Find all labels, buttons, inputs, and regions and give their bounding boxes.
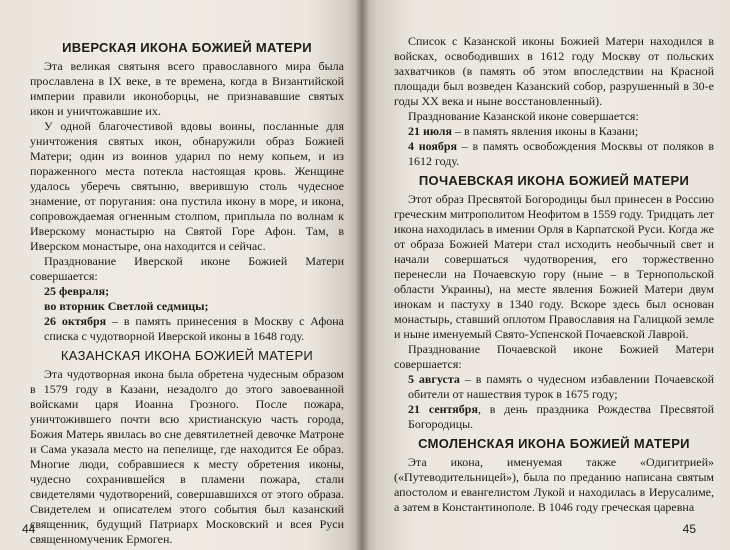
section-heading-smolenskaya: СМОЛЕНСКАЯ ИКОНА БОЖИЕЙ МАТЕРИ xyxy=(418,436,690,451)
section-heading-iverskaya: ИВЕРСКАЯ ИКОНА БОЖИЕЙ МАТЕРИ xyxy=(62,40,312,55)
page-number: 44 xyxy=(22,522,36,536)
feast-date-bold: во вторник Светлой седмицы; xyxy=(44,299,209,313)
feast-date-text: – в память явления иконы в Казани; xyxy=(452,124,639,138)
section-heading-pochaevskaya: ПОЧАЕВСКАЯ ИКОНА БОЖИЕЙ МАТЕРИ xyxy=(418,173,690,188)
paragraph: Эта великая святыня всего православного мира была прославлена в IX веке, в те времена, когда в Византийской империи правили иконоборцы, не признававшие святых икон и уничтожавшие их. xyxy=(30,59,344,118)
feast-date-bold: 5 августа xyxy=(408,372,460,386)
feast-date-bold: 26 октября xyxy=(44,314,107,328)
feast-date xyxy=(408,124,714,139)
feast-date xyxy=(44,284,344,299)
left-page xyxy=(0,0,362,550)
feast-date-bold: 21 июля xyxy=(408,124,453,138)
feast-date-text: – в память о чудесном избавлении Почаевской обители от нашествия турок в 1675 году; xyxy=(408,372,714,401)
book-gutter xyxy=(355,0,369,550)
feast-date xyxy=(408,372,714,402)
feast-date-text: , в день праздника Рождества Пресвятой Богородицы. xyxy=(408,402,715,431)
feast-date-bold: 4 ноября xyxy=(408,139,458,153)
paragraph: Эта икона, именуемая также «Одигитрией» («Путеводительницей»), была по преданию написана святым апостолом и евангелистом Лукой и находилась в Иерусалиме, а затем в Константинополе. В 1046 году греческая царевна xyxy=(394,455,714,514)
feast-date xyxy=(44,299,344,314)
paragraph: Празднование Иверской иконе Божией Матери совершается: xyxy=(30,254,344,283)
feast-date-text: – в память освобождения Москвы от поляков в 1612 году. xyxy=(408,139,715,168)
section-heading-kazanskaya: КАЗАНСКАЯ ИКОНА БОЖИЕЙ МАТЕРИ xyxy=(60,348,314,363)
feast-date xyxy=(44,314,344,344)
paragraph: Эта чудотворная икона была обретена чудесным образом в 1579 году в Казани, незадолго до этого завоеванной войсками царя Иоанна Грозного. После пожара, уничтожившего почти всю христианскую часть города, Божия Матерь явилась во сне девятилетней девочке Матроне и Сама указала место на пепелище, где находится Ее образ. Многие люди, собравшиеся к месту обретения иконы, чудесно сохранившейся в пламени пожара, стали свидетелями чудотворений, совершавшихся от этого образа. Свидетелем и описателем этого события был казанский священник, будущий Патриарх Московский и всея Руси священномученик Ермоген. xyxy=(30,367,344,546)
feast-date-bold: 25 февраля; xyxy=(44,284,110,298)
feast-date-text: – в память принесения в Москву с Афона списка с чудотворной Иверской иконы в 1648 году. xyxy=(44,314,344,343)
paragraph: Список с Казанской иконы Божией Матери находился в войсках, освободивших в 1612 году Москву от польских захватчиков (в память об этом впоследствии на Красной площади был возведен Казанский собор, разрушенный в 30-е годы XX века и ныне восстановленный). xyxy=(394,34,714,108)
paragraph: Празднование Казанской иконе совершается: xyxy=(408,109,639,123)
paragraph: У одной благочестивой вдовы воины, посланные для уничтожения святых икон, обнаружили образ Божией Матери; один из воинов ударил по нему копьем, и из пораженного места потекла настоящая кровь. Женщине удалось уберечь святыню, вверившую столь чудесное знамение, от поругания: она пустила икону в море, и икона, сопровождаемая огненным столпом, приплыла по волнам к Иверскому монастырю на Святой Горе Афон. Там, в Иверском монастыре, она находится и сейчас. xyxy=(30,119,344,253)
paragraph: Этот образ Пресвятой Богородицы был принесен в Россию греческим митрополитом Неофитом в 1559 году. Тридцать лет икона находилась в имении Орля в Карпатской Руси. Когда же от образа Божией Матери стал исходить необычный свет и начали совершаться чудотворения, его торжественно перенесли на Почаевскую гору (ныне – в Тернопольской области Украины), на месте явления Божией Матери двум инокам и пастуху в 1340 году. Вскоре здесь был основан монастырь, ставший оплотом Православия на Галицкой земле и ныне именуемый Свято-Успенской Почаевской Лаврой. xyxy=(394,192,714,341)
feast-date xyxy=(408,402,714,432)
right-page xyxy=(362,0,730,550)
paragraph: Празднование Почаевской иконе Божией Матери совершается: xyxy=(394,342,714,371)
feast-date xyxy=(408,139,714,169)
page-number: 45 xyxy=(682,522,696,536)
feast-date-bold: 21 сентября xyxy=(408,402,478,416)
